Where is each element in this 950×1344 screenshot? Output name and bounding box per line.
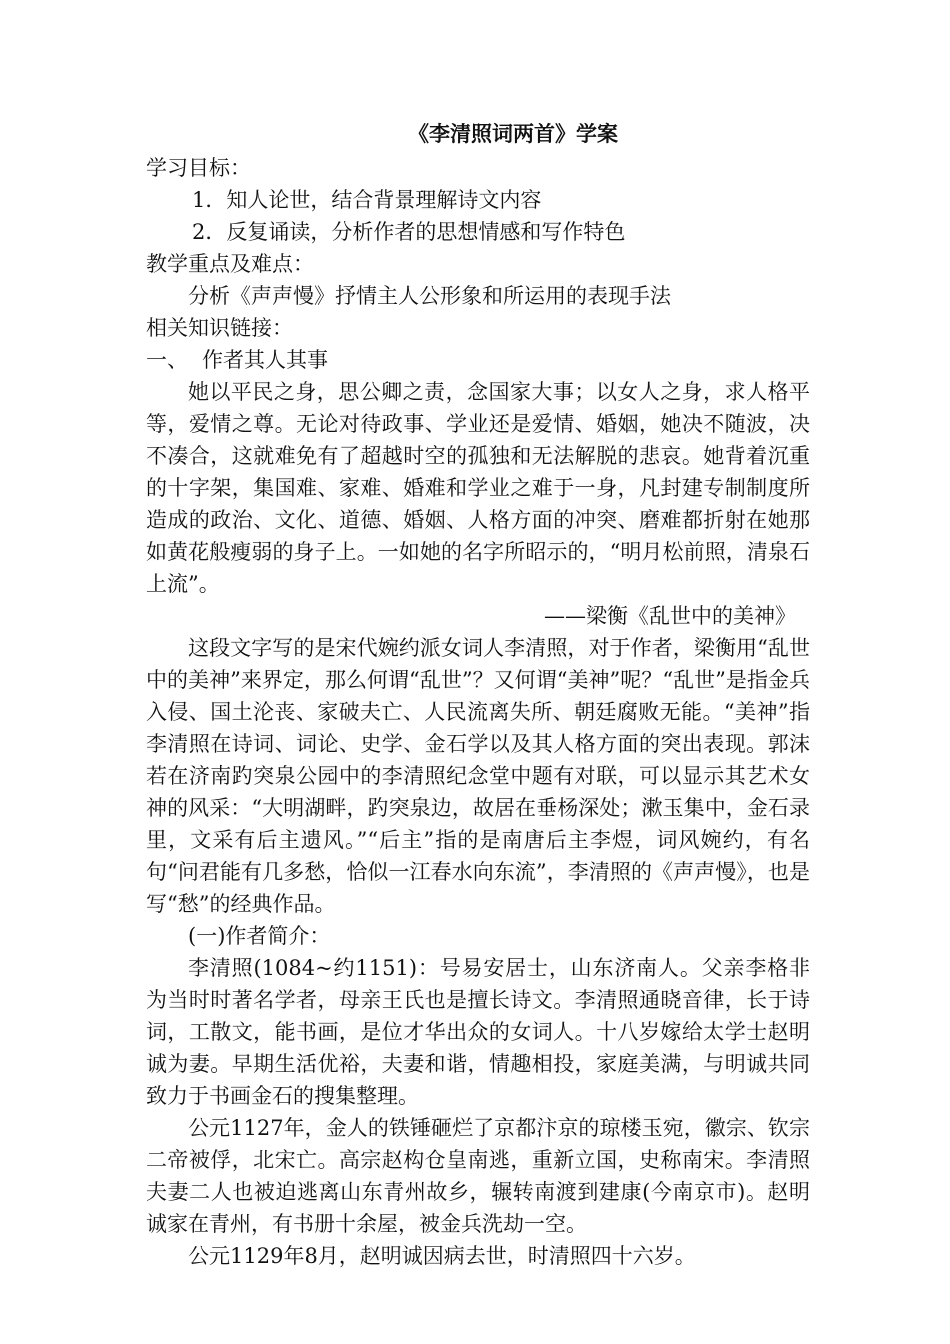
section-heading — [146, 344, 810, 376]
section-title: 作者其人其事 — [202, 348, 328, 372]
quote-source: ——梁衡《乱世中的美神》 — [544, 604, 796, 628]
paragraph-2: 这段文字写的是宋代婉约派女词人李清照，对于作者，梁衡用“乱世中的美神”来界定，那么何谓“乱世”？又何谓“美神”呢？“乱世”是指金兵入侵、国土沦丧、家破夫亡、人民流离失所、朝廷腐败无能。“美神”指李清照在诗词、词论、史学、金石学以及其人格方面的突出表现。郭沫若在济南趵突泉公园中的李清照纪念堂中题有对联，可以显示其艺术女神的风采：“大明湖畔，趵突泉边，故居在垂杨深处；漱玉集中，金石录里，文采有后主遗风。”“后主”指的是南唐后主李煜，词风婉约，有名句“问君能有几多愁，恰似一江春水向东流”，李清照的《声声慢》，也是写“愁”的经典作品。 — [146, 636, 810, 916]
knowledge-links-heading: 相关知识链接： — [146, 316, 293, 340]
section-number: 一、 — [146, 348, 188, 372]
key-points-text: 分析《声声慢》抒情主人公形象和所运用的表现手法 — [188, 284, 671, 308]
paragraph-5: 公元1129年8月，赵明诚因病去世，时清照四十六岁。 — [188, 1244, 696, 1268]
goal-item-1: 1．知人论世，结合背景理解诗文内容 — [192, 188, 542, 212]
paragraph-3: 李清照(1084~约1151)：号易安居士，山东济南人。父亲李格非为当时时著名学者，母亲王氏也是擅长诗文。李清照通晓音律，长于诗词，工散文，能书画，是位才华出众的女词人。十八岁嫁给太学士赵明诚为妻。早期生活优裕，夫妻和谐，情趣相投，家庭美满，与明诚共同致力于书画金石的搜集整理。 — [146, 956, 810, 1108]
paragraph-1: 她以平民之身，思公卿之责，念国家大事；以女人之身，求人格平等，爱情之尊。无论对待政事、学业还是爱情、婚姻，她决不随波，决不凑合，这就难免有了超越时空的孤独和无法解脱的悲哀。她背着沉重的十字架，集国难、家难、婚难和学业之难于一身，凡封建专制制度所造成的政治、文化、道德、婚姻、人格方面的冲突、磨难都折射在她那如黄花般瘦弱的身子上。一如她的名字所昭示的，“明月松前照，清泉石上流”。 — [146, 380, 810, 596]
paragraph-4: 公元1127年，金人的铁锤砸烂了京都汴京的琼楼玉宛，徽宗、钦宗二帝被俘，北宋亡。高宗赵构仓皇南逃，重新立国，史称南宋。李清照夫妻二人也被迫逃离山东青州故乡，辗转南渡到建康(今南京市)。赵明诚家在青州，有书册十余屋，被金兵洗劫一空。 — [146, 1116, 810, 1236]
document-page — [146, 118, 810, 1272]
subsection-heading: (一)作者简介： — [188, 924, 331, 948]
key-points-heading: 教学重点及难点： — [146, 252, 314, 276]
document-title: 《李清照词两首》学案 — [408, 121, 618, 146]
goal-item-2: 2．反复诵读，分析作者的思想情感和写作特色 — [192, 220, 626, 244]
goals-heading: 学习目标： — [146, 156, 251, 180]
